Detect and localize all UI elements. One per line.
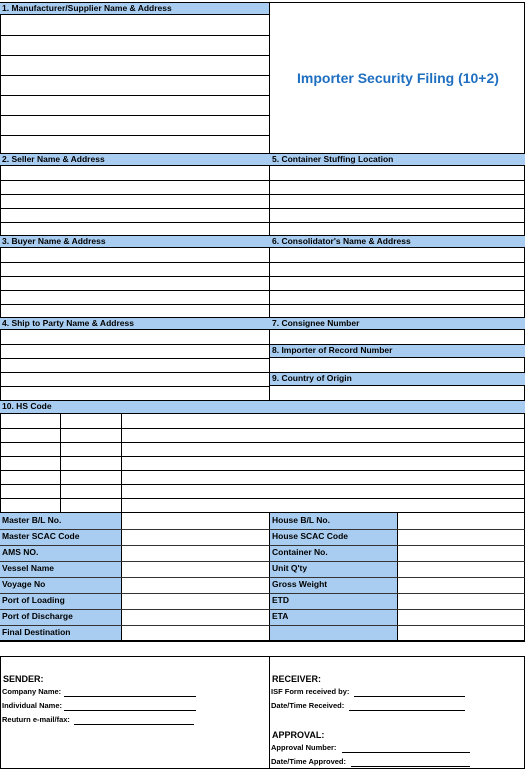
label-ams-no: AMS NO. [0, 545, 121, 561]
label-blank [270, 625, 397, 641]
receiver-title: RECEIVER: [272, 674, 322, 684]
label-gross-weight: Gross Weight [270, 577, 397, 593]
row-line [0, 35, 270, 36]
label-eta: ETA [270, 609, 397, 625]
sender-title: SENDER: [3, 674, 44, 684]
grid-line [0, 640, 525, 642]
row-line [0, 55, 270, 56]
row-line [0, 470, 525, 471]
row-line [0, 304, 525, 305]
label-house-scac: House SCAC Code [270, 529, 397, 545]
row-line [0, 344, 270, 345]
signoff-divider [269, 656, 270, 769]
sender-email-label: Reuturn e-mail/fax: [2, 715, 70, 724]
label-port-of-loading: Port of Loading [0, 593, 121, 609]
section-8-header: 8. Importer of Record Number [270, 344, 525, 358]
approval-datetime-line[interactable] [351, 766, 470, 767]
row-line [0, 386, 270, 387]
receiver-by-line[interactable] [354, 696, 465, 697]
approval-number-label: Approval Number: [271, 743, 337, 752]
sender-email-line[interactable] [74, 724, 194, 725]
label-final-destination: Final Destination [0, 625, 121, 641]
section-7-header: 7. Consignee Number [270, 317, 525, 330]
label-unit-qty: Unit Q'ty [270, 561, 397, 577]
receiver-datetime-label: Date/Time Received: [271, 701, 345, 710]
row-line [0, 180, 525, 181]
row-line [0, 428, 525, 429]
label-etd: ETD [270, 593, 397, 609]
sender-individual-line[interactable] [64, 710, 196, 711]
sender-company-line[interactable] [64, 696, 196, 697]
receiver-datetime-line[interactable] [349, 710, 465, 711]
label-voyage-no: Voyage No [0, 577, 121, 593]
approval-title: APPROVAL: [272, 730, 325, 740]
form-title: Importer Security Filing (10+2) [297, 70, 499, 86]
row-line [0, 372, 270, 373]
grid-line [0, 529, 525, 530]
label-master-bl: Master B/L No. [0, 513, 121, 529]
label-port-of-discharge: Port of Discharge [0, 609, 121, 625]
section-5-header: 5. Container Stuffing Location [270, 153, 525, 166]
label-master-scac: Master SCAC Code [0, 529, 121, 545]
grid-line [0, 561, 525, 562]
row-line [0, 222, 525, 223]
row-line [0, 498, 525, 499]
row-line [0, 276, 525, 277]
label-vessel-name: Vessel Name [0, 561, 121, 577]
row-line [0, 290, 525, 291]
grid-line [0, 545, 525, 546]
row-line [0, 456, 525, 457]
row-line [0, 75, 270, 76]
grid-line [0, 593, 525, 594]
section-1-header: 1. Manufacturer/Supplier Name & Address [0, 2, 270, 15]
label-container-no: Container No. [270, 545, 397, 561]
grid-line [0, 625, 525, 626]
section-9-header: 9. Country of Origin [270, 372, 525, 386]
label-house-bl: House B/L No. [270, 513, 397, 529]
section-6-header: 6. Consolidator's Name & Address [270, 235, 525, 248]
grid-line [0, 577, 525, 578]
section-2-header: 2. Seller Name & Address [0, 153, 270, 166]
row-line [0, 262, 525, 263]
row-line [0, 115, 270, 116]
approval-datetime-label: Date/Time Approved: [271, 757, 347, 766]
section-4-header: 4. Ship to Party Name & Address [0, 317, 270, 330]
row-line [0, 95, 270, 96]
section-3-header: 3. Buyer Name & Address [0, 235, 270, 248]
section-10-header: 10. HS Code [0, 400, 525, 414]
row-line [0, 194, 525, 195]
grid-line [0, 609, 525, 610]
sender-individual-label: Individual Name: [2, 701, 63, 710]
row-line [0, 135, 270, 136]
row-line [0, 442, 525, 443]
receiver-by-label: ISF Form received by: [271, 687, 350, 696]
row-line [0, 208, 525, 209]
sender-company-label: Company Name: [2, 687, 62, 696]
column-divider [269, 2, 270, 400]
row-line [0, 484, 525, 485]
approval-number-line[interactable] [342, 752, 470, 753]
row-line [0, 358, 270, 359]
